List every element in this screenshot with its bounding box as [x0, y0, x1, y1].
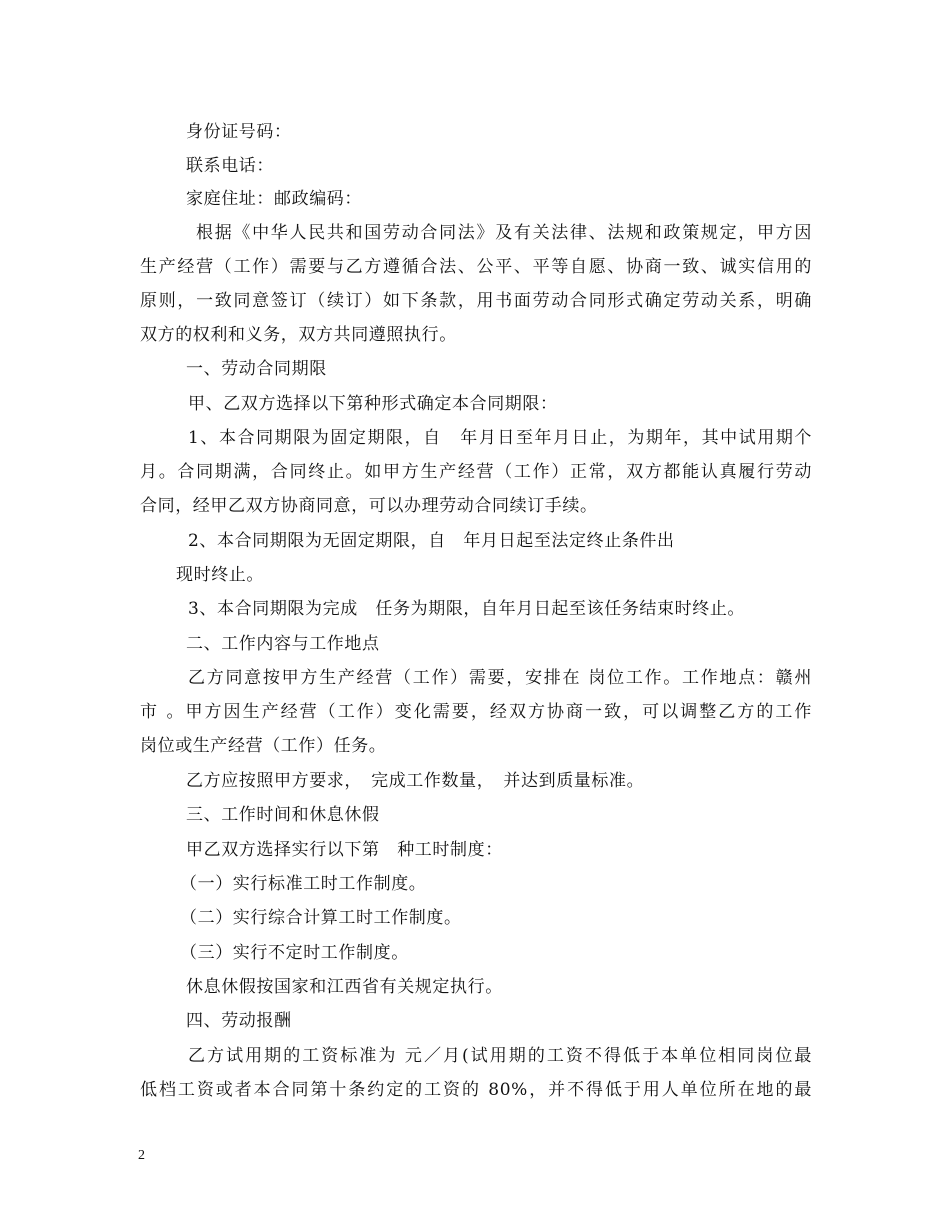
paragraph-line: 甲、乙双方选择以下第种形式确定本合同期限：: [188, 394, 558, 414]
paragraph-line: 现时终止。: [176, 565, 264, 585]
paragraph-line: 生产经营（工作）需要与乙方遵循合法、公平、平等自愿、协商一致、诚实信用的: [140, 257, 812, 277]
paragraph-line: 市 。甲方因生产经营（工作）变化需要，经双方协商一致，可以调整乙方的工作: [140, 702, 812, 722]
paragraph-line: 3、本合同期限为完成 任务为期限，自年月日起至该任务结束时终止。: [188, 599, 746, 619]
paragraph-line: 合同，经甲乙双方协商同意，可以办理劳动合同续订手续。: [140, 496, 598, 516]
list-item: （三）实行不定时工作制度。: [180, 943, 409, 963]
paragraph-line: 双方的权利和义务，双方共同遵照执行。: [140, 325, 457, 345]
phone-line: 联系电话：: [186, 156, 274, 176]
paragraph-line: 2、本合同期限为无固定期限，自 年月日起至法定终止条件出: [188, 531, 675, 551]
list-item: （一）实行标准工时工作制度。: [180, 874, 427, 894]
section-heading: 二、工作内容与工作地点: [186, 634, 380, 654]
paragraph-line: 岗位或生产经营（工作）任务。: [140, 736, 387, 756]
address-line: 家庭住址：邮政编码：: [186, 189, 362, 209]
paragraph-line: 原则，一致同意签订（续订）如下条款，用书面劳动合同形式确定劳动关系，明确: [140, 291, 812, 311]
list-item: （二）实行综合计算工时工作制度。: [180, 908, 462, 928]
paragraph-line: 月。合同期满，合同终止。如甲方生产经营（工作）正常，双方都能认真履行劳动: [140, 462, 812, 482]
paragraph-line: 1、本合同期限为固定期限，自 年月日至年月日止，为期年，其中试用期个: [188, 428, 812, 448]
section-heading: 三、工作时间和休息休假: [186, 805, 380, 825]
paragraph-line: 乙方同意按甲方生产经营（工作）需要，安排在 岗位工作。工作地点：赣州: [188, 668, 812, 688]
paragraph-line: 根据《中华人民共和国劳动合同法》及有关法律、法规和政策规定，甲方因: [196, 223, 812, 243]
id-number-line: 身份证号码：: [186, 122, 292, 142]
paragraph-line: 甲乙双方选择实行以下第 种工时制度：: [186, 840, 503, 860]
paragraph-line: 休息休假按国家和江西省有关规定执行。: [186, 977, 503, 997]
paragraph-line: 乙方应按照甲方要求， 完成工作数量， 并达到质量标准。: [186, 771, 645, 791]
page-number: 2: [138, 1148, 145, 1163]
section-heading: 四、劳动报酬: [186, 1011, 292, 1031]
paragraph-line: 低档工资或者本合同第十条约定的工资的 80%，并不得低于用人单位所在地的最: [140, 1080, 812, 1100]
section-heading: 一、劳动合同期限: [186, 359, 327, 379]
paragraph-line: 乙方试用期的工资标准为 元／月(试用期的工资不得低于本单位相同岗位最: [188, 1046, 812, 1066]
